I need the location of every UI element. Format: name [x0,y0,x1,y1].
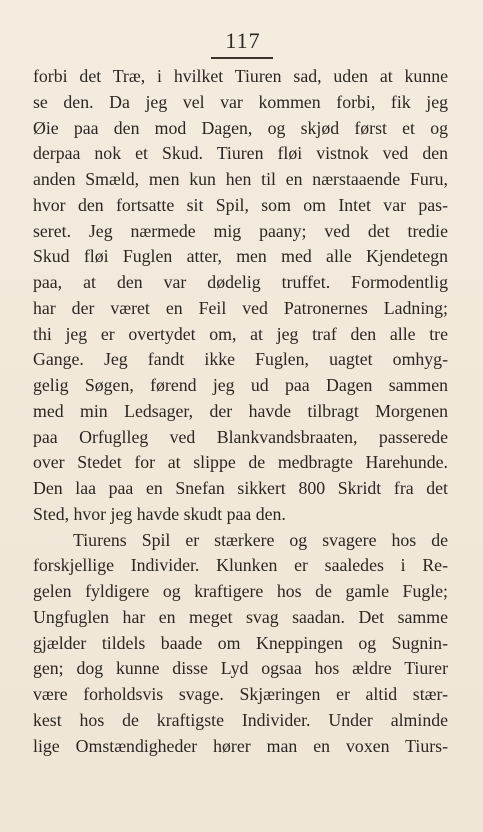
text-line: gelen fyldigere og kraftigere hos de gamle Fugle; [33,581,448,601]
text-line: derpaa nok et Skud. Tiuren fløi vistnok ved den [33,143,448,164]
text-line: over Stedet for at slippe de medbragte Harehunde. [33,452,448,473]
text-line: paa Orfuglleg ved Blankvandsbraaten, passerede [33,426,448,447]
text-line: har der været en Feil ved Patronernes Ladning; [33,297,448,318]
text-line: kest hos de kraftigste Individer. Under alminde [33,709,448,730]
text-line: med min Ledsager, der havde tilbragt Morgenen [33,400,448,421]
page-number-underline [211,57,273,59]
text-line: paa, at den var dødelig truffet. Formodentlig [33,272,448,292]
text-line: lige Omstændigheder hører man en voxen Tiurs- [33,735,448,756]
text-line: Tiurens Spil er stærkere og svagere hos de [73,529,448,550]
text-line: se den. Da jeg vel var kommen forbi, fik jeg [33,91,448,112]
text-line: Ungfuglen har en meget svag saadan. Det samme [33,606,448,627]
body-text [33,64,448,759]
page-number: 117 [225,28,261,53]
text-line: Øie paa den mod Dagen, og skjød først et og [33,117,448,138]
text-line: gjælder tildels baade om Kneppingen og Sugnin- [33,632,448,653]
text-line: seret. Jeg nærmede mig paany; ved det tredie [33,220,448,241]
text-line: Sted, hvor jeg havde skudt paa den. [33,503,286,524]
text-line: være forholdsvis svage. Skjæringen er altid stær- [33,684,448,704]
text-line: Skud fløi Fuglen atter, men med alle Kjendetegn [33,246,448,267]
text-line: thi jeg er overtydet om, at jeg traf den alle tre [33,323,448,344]
text-line: hvor den fortsatte sit Spil, som om Intet var pas- [33,194,448,215]
text-line: Gange. Jeg fandt ikke Fuglen, uagtet omhyg- [33,349,448,370]
text-line: Den laa paa en Snefan sikkert 800 Skridt fra det [33,478,448,498]
text-line: gelig Søgen, førend jeg ud paa Dagen sammen [33,375,448,395]
text-line: anden Smæld, men kun hen til en nærstaaende Furu, [33,169,448,189]
text-line: gen; dog kunne disse Lyd ogsaa hos ældre Tiurer [33,658,448,679]
text-line: forskjellige Individer. Klunken er saaledes i Re- [33,555,448,576]
text-line: forbi det Træ, i hvilket Tiuren sad, uden at kunne [33,66,448,86]
